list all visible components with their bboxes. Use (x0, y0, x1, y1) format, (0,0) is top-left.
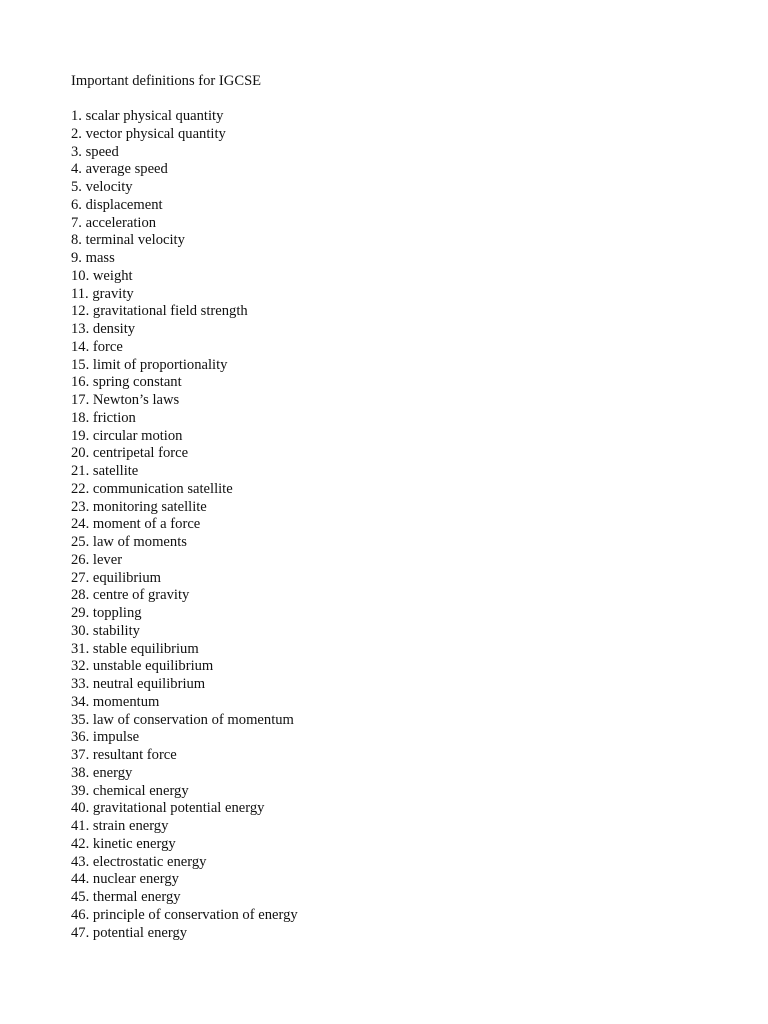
list-item: 20. centripetal force (71, 445, 189, 462)
list-item: 33. neutral equilibrium (71, 676, 206, 692)
list-item: 24. moment of a force (71, 516, 201, 533)
list-item: 47. potential energy (71, 924, 188, 941)
list-item: 34. momentum (71, 693, 160, 710)
list-item: 26. lever (71, 551, 123, 568)
list-item: 36. impulse (71, 729, 140, 746)
list-item: 22. communication satellite (71, 480, 233, 497)
list-item: 7. acceleration (71, 214, 157, 231)
definitions-list (71, 108, 298, 942)
list-item: 44. nuclear energy (71, 871, 179, 888)
list-item: 35. law of conservation of momentum (71, 711, 294, 728)
list-item: 17. Newton’s laws (71, 392, 180, 408)
list-item: 2. vector physical quantity (71, 125, 226, 142)
list-item: 11. gravity (71, 285, 134, 302)
list-item: 4. average speed (71, 161, 168, 178)
list-item: 13. density (71, 321, 136, 337)
list-item: 1. scalar physical quantity (71, 108, 224, 124)
list-item: 23. monitoring satellite (71, 498, 207, 515)
list-item: 40. gravitational potential energy (71, 800, 265, 817)
list-item: 6. displacement (71, 196, 163, 213)
list-item: 5. velocity (71, 179, 133, 195)
list-item: 16. spring constant (71, 374, 182, 391)
list-item: 18. friction (71, 409, 136, 426)
list-item: 9. mass (71, 250, 115, 266)
list-item: 37. resultant force (71, 747, 177, 763)
list-item: 42. kinetic energy (71, 835, 176, 852)
list-item: 14. force (71, 338, 123, 355)
list-item: 30. stability (71, 622, 140, 639)
document-title: Important definitions for IGCSE (71, 73, 262, 89)
list-item: 41. strain energy (71, 818, 169, 834)
list-item: 32. unstable equilibrium (71, 658, 214, 675)
list-item: 39. chemical energy (71, 782, 189, 799)
list-item: 43. electrostatic energy (71, 853, 207, 870)
list-item: 25. law of moments (71, 534, 187, 550)
list-item: 27. equilibrium (71, 569, 161, 586)
list-item: 38. energy (71, 764, 133, 781)
list-item: 8. terminal velocity (71, 232, 185, 249)
list-item: 10. weight (71, 267, 133, 284)
list-item: 31. stable equilibrium (71, 640, 199, 657)
list-item: 3. speed (71, 143, 119, 160)
list-item: 19. circular motion (71, 427, 183, 444)
list-item: 45. thermal energy (71, 889, 181, 905)
list-item: 46. principle of conservation of energy (71, 906, 298, 923)
list-item: 28. centre of gravity (71, 587, 190, 604)
list-item: 15. limit of proportionality (71, 356, 228, 373)
list-item: 12. gravitational field strength (71, 303, 248, 320)
list-item: 21. satellite (71, 463, 139, 479)
list-item: 29. toppling (71, 605, 142, 621)
